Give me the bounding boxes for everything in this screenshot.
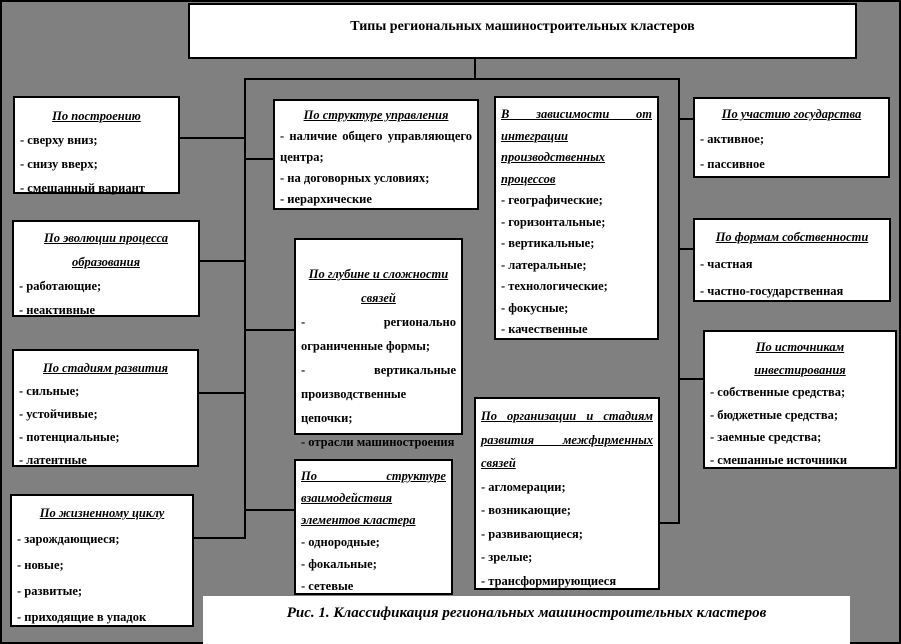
box-item: - развивающиеся;: [481, 526, 583, 541]
classification-box-11: [693, 218, 891, 302]
box-item: - частно-государственная: [700, 284, 844, 298]
connector-line: [244, 78, 246, 539]
connector-line: [474, 59, 476, 80]
connector-line: [659, 522, 679, 524]
box-item: - смешанные источники: [710, 452, 848, 467]
connector-line: [179, 137, 245, 139]
box-items: [20, 128, 173, 200]
box-item: - латентные: [19, 453, 87, 467]
box-item: - сетевые: [301, 579, 354, 593]
box-heading: По эволюции процесса образования: [44, 231, 168, 269]
box-heading: По формам собственности: [715, 230, 869, 244]
box-heading: В зависимости от интеграции производственных процессов: [501, 107, 652, 186]
classification-box-9: [474, 397, 660, 590]
box-item: - географические;: [501, 193, 603, 207]
box-heading: По участию государства: [721, 107, 862, 121]
box-item: - качественные: [501, 322, 588, 336]
box-item: - фокальные;: [301, 557, 377, 571]
box-item: - работающие;: [19, 279, 102, 293]
connector-line: [678, 78, 680, 524]
connector-line: [245, 158, 274, 160]
box-heading: По построению: [52, 109, 141, 123]
box-item: - на договорных условиях;: [280, 171, 430, 185]
box-heading: По структуре взаимодействия элементов кластера: [301, 469, 446, 527]
connector-line: [245, 329, 295, 331]
connector-line: [679, 248, 695, 250]
classification-box-12: [703, 330, 897, 469]
classification-box-7: [294, 459, 453, 595]
classification-box-4: [10, 494, 194, 627]
connector-line: [199, 260, 245, 262]
box-items: [481, 476, 653, 594]
box-item: - отрасли машиностроения: [301, 435, 455, 449]
box-item: - новые;: [17, 558, 64, 572]
box-item: - вертикальные производственные цепочки;: [301, 363, 456, 425]
box-item: - активное;: [700, 132, 764, 146]
box-item: - пассивное: [700, 157, 765, 171]
box-item: - регионально ограниченные формы;: [301, 315, 456, 353]
box-item: - вертикальные;: [501, 236, 595, 250]
box-items: [17, 526, 187, 630]
box-item: - неактивные: [19, 303, 96, 317]
classification-box-5: [273, 99, 479, 210]
box-item: - иерархические: [280, 192, 372, 206]
classification-box-3: [12, 349, 199, 467]
connector-line: [679, 378, 704, 380]
box-item: - зарождающиеся;: [17, 532, 120, 546]
box-items: [280, 126, 472, 210]
diagram-title: Типы региональных машиностроительных кластеров: [188, 3, 857, 59]
classification-box-1: [13, 96, 180, 194]
box-items: [19, 274, 193, 322]
box-item: - наличие общего управляющего центра;: [280, 129, 472, 164]
box-items: [700, 251, 884, 305]
box-item: - приходящие в упадок: [17, 610, 147, 624]
box-item: - фокусные;: [501, 300, 569, 315]
connector-line: [245, 509, 295, 511]
box-item: - горизонтальные;: [501, 214, 606, 229]
box-items: [301, 531, 446, 597]
box-item: - однородные;: [301, 535, 380, 549]
box-item: - сильные;: [19, 384, 80, 398]
box-item: - снизу вверх;: [20, 157, 98, 171]
box-items: [501, 190, 652, 341]
box-heading: По жизненному циклу: [39, 506, 165, 520]
box-item: - зрелые;: [481, 550, 533, 564]
box-item: - смешанный вариант: [20, 181, 145, 195]
classification-box-8: [494, 96, 659, 340]
box-item: - сверху вниз;: [20, 133, 98, 147]
figure-caption: Рис. 1. Классификация региональных машиностроительных кластеров: [203, 596, 850, 644]
box-item: - агломерации;: [481, 479, 566, 494]
box-item: - заемные средства;: [710, 430, 822, 444]
classification-box-2: [12, 220, 200, 317]
box-items: [19, 380, 192, 472]
box-item: - трансформирующиеся: [481, 573, 617, 588]
connector-line: [193, 537, 245, 539]
box-item: - бюджетные средства;: [710, 407, 838, 422]
box-items: [700, 127, 883, 177]
box-heading: По глубине и сложности связей: [308, 267, 449, 305]
box-item: - латеральные;: [501, 257, 587, 272]
box-heading: По стадиям развития: [43, 361, 168, 375]
box-items: [301, 310, 456, 454]
box-heading: По источникам инвестирования: [754, 340, 846, 377]
box-item: - частная: [700, 257, 753, 271]
box-items: [710, 381, 890, 471]
classification-box-10: [693, 97, 890, 178]
connector-line: [198, 392, 245, 394]
classification-box-6: [294, 238, 463, 449]
box-item: - технологические;: [501, 279, 608, 293]
box-item: - устойчивые;: [19, 407, 98, 421]
connector-line: [244, 78, 680, 80]
box-item: - развитые;: [17, 584, 83, 598]
box-item: - возникающие;: [481, 503, 571, 517]
box-heading: По организации и стадиям развития межфирменных связей: [481, 409, 653, 470]
box-heading: По структуре управления: [303, 108, 449, 122]
connector-line: [679, 118, 695, 120]
box-item: - потенциальные;: [19, 430, 120, 444]
box-item: - собственные средства;: [710, 385, 846, 399]
